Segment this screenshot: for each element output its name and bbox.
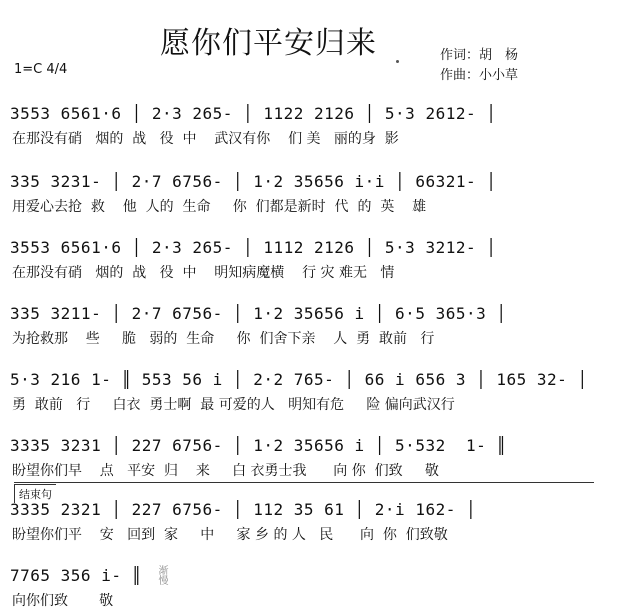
composer: 作曲：小小草 xyxy=(440,68,519,83)
song-title: 愿你们平安归来 xyxy=(160,26,377,61)
lyrics-row-3: 在那没有硝 烟的 战 役 中 明知病魔横 行 灾 难无 情 xyxy=(12,265,395,281)
credits xyxy=(440,46,518,86)
lyrics-row-1: 在那没有硝 烟的 战 役 中 武汉有你 们 美 丽的身 影 xyxy=(12,131,399,147)
notation-row-1: 3553 6561·6 │ 2·3 265- │ 1122 2126 │ 5·3 2612- │ xyxy=(10,104,497,123)
lyrics-row-8: 向你们致 敬 xyxy=(12,593,114,609)
notation-row-6: 3335 3231 │ 227 6756- │ 1·2 35656 i │ 5·532 1- ║ xyxy=(10,436,507,455)
lyrics-row-7: 盼望你们平 安 回到 家 中 家 乡 的 人 民 向 你 们致敬 xyxy=(12,527,448,543)
end-mark: 渐慢 xyxy=(156,565,167,585)
lyrics-row-2: 用爱心去抢 救 他 人的 生命 你 们都是新时 代 的 英 雄 xyxy=(12,199,427,215)
lyricist: 作词：胡 杨 xyxy=(440,48,519,63)
lyrics-row-5: 勇 敢前 行 白衣 勇士啊 最 可爱的人 明知有危 险 偏向武汉行 xyxy=(12,397,455,413)
section-bracket xyxy=(14,482,594,483)
section-marker: 结束句 xyxy=(14,484,56,503)
notation-row-7: 3335 2321 │ 227 6756- │ 112 35 61 │ 2·i 162- │ xyxy=(10,500,477,519)
lyrics-row-6: 盼望你们早 点 平安 归 来 白 衣勇士我 向 你 们致 敬 xyxy=(12,463,439,479)
notation-row-8: 7765 356 i- ║ xyxy=(10,566,142,585)
lyrics-row-4: 为抢救那 些 脆 弱的 生命 你 们舍下亲 人 勇 敢前 行 xyxy=(12,331,435,347)
notation-row-5: 5·3 216 1- ║ 553 56 i │ 2·2 765- │ 66 i 656 3 │ 165 32- │ xyxy=(10,370,588,389)
notation-row-2: 335 3231- │ 2·7 6756- │ 1·2 35656 i·i │ 66321- │ xyxy=(10,172,497,191)
title-dot xyxy=(396,60,399,63)
key-signature: 1=C 4/4 xyxy=(14,62,68,77)
notation-row-4: 335 3211- │ 2·7 6756- │ 1·2 35656 i │ 6·5 365·3 │ xyxy=(10,304,507,323)
notation-row-3: 3553 6561·6 │ 2·3 265- │ 1112 2126 │ 5·3 3212- │ xyxy=(10,238,497,257)
